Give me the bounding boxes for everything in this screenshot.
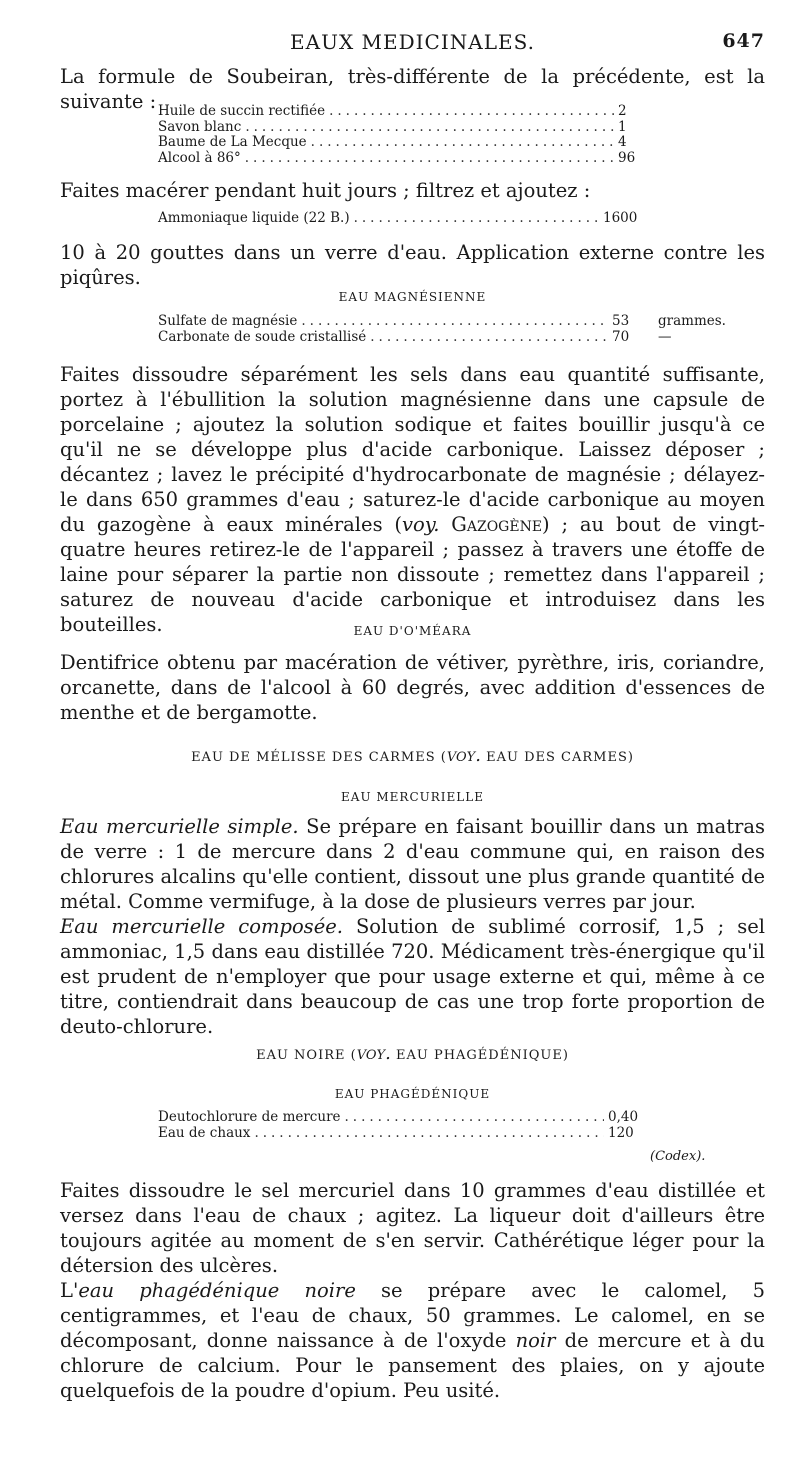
running-head: [60, 30, 765, 56]
phagedenique-recipe: [158, 1110, 648, 1141]
heading-eau-omeara: EAU D'O'MÉARA: [353, 624, 472, 638]
recipe-row: Alcool à 86° ..... 96: [158, 151, 658, 167]
heading-eau-noire: EAU NOIRE (voy. EAU PHAGÉDÉNIQUE): [256, 1043, 569, 1064]
recipe-row: Carbonate de soude cristallisé ..... 70 —: [158, 330, 718, 346]
soubeiran-intro: La formule de Soubeiran, très-différente de la précédente, est la suivante :: [60, 65, 765, 113]
heading-eau-melisse: EAU DE MÉLISSE DES CARMES (voy. EAU DES CARMES): [191, 745, 634, 766]
recipe-row: Huile de succin rectifiée ..... 2: [158, 104, 658, 120]
soubeiran-instruction: Faites macérer pendant huit jours ; filtrez et ajoutez :: [60, 179, 591, 202]
heading-eau-mercurielle: EAU MERCURIELLE: [341, 790, 484, 804]
running-title: EAUX MEDICINALES.: [290, 30, 535, 54]
omeara-text: Dentifrice obtenu par macération de vétiver, pyrèthre, iris, coriandre, orcanette, dans de l'alcool à 60 degrés, avec addition d'essences de menthe et de bergamotte.: [60, 651, 765, 724]
codex-source: (Codex).: [650, 1149, 706, 1164]
recipe-row: Deutochlorure de mercure ..... 0,40: [158, 1110, 648, 1126]
recipe-row: Savon blanc ..... 1: [158, 120, 658, 136]
recipe-row: Baume de La Mecque ..... 4: [158, 135, 658, 151]
mercurielle-text: Eau mercurielle simple. Se prépare en faisant bouillir dans un matras de verre : 1 de mercure dans 2 d'eau commune qui, en raison des chlorures alcalins qu'elle contient, dissout une plus grande quantité de métal. Comme vermifuge, à la dose de plusieurs verres par jour. Eau mercurielle composée. Solution de sublimé corrosif, 1,5 ; sel ammoniac, 1,5 dans eau distillée 720. Médicament très-énergique qu'il est prudent de n'employer que pour usage externe et qui, même à ce titre, contiendrait dans beaucoup de cas une trop forte proportion de deuto-chlorure.: [60, 815, 765, 1038]
recipe-row: Eau de chaux ..... 120: [158, 1126, 648, 1142]
heading-eau-magnesienne: EAU MAGNÉSIENNE: [338, 290, 487, 304]
recipe-row: Sulfate de magnésie ..... 53 grammes.: [158, 314, 718, 330]
soubeiran-usage: 10 à 20 gouttes dans un verre d'eau. Application externe contre les piqûres.: [60, 241, 765, 289]
magnesienne-text: Faites dissoudre séparément les sels dans eau quantité suffisante, portez à l'ébullition la solution magnésienne dans une capsule de porcelaine ; ajoutez la solution sodique et faites bouillir jusqu'à ce qu'il ne se développe plus d'acide carbonique. Laissez déposer ; décantez ; lavez le précipité d'hydrocarbonate de magnésie ; délayez-le dans 650 grammes d'eau ; saturez-le d'acide carbonique au moyen du gazogène à eaux minérales (voy. Gazogène) ; au bout de vingt-quatre heures retirez-le de l'appareil ; passez à travers une étoffe de laine pour séparer la partie non dissoute ; remettez dans l'appareil ; saturez de nouveau d'acide carbonique et introduisez dans les bouteilles.: [60, 363, 765, 636]
soubeiran-extra: [158, 211, 643, 227]
page-number: 647: [722, 30, 765, 52]
magnesienne-recipe: [158, 313, 726, 345]
phagedenique-text: Faites dissoudre le sel mercuriel dans 10 grammes d'eau distillée et versez dans l'eau de chaux ; agitez. La liqueur doit d'ailleurs être toujours agitée au moment de s'en servir. Cathérétique léger pour la détersion des ulcères. L'eau phagédénique noire se prépare avec le calomel, 5 centigrammes, et l'eau de chaux, 50 grammes. Le calomel, en se décomposant, donne naissance à de l'oxyde noir de mercure et à du chlorure de calcium. Pour le pansement des plaies, on y ajoute quelquefois de la poudre d'opium. Peu usité.: [60, 1179, 765, 1402]
heading-eau-phagedenique: EAU PHAGÉDÉNIQUE: [334, 1087, 491, 1101]
soubeiran-recipe: [158, 104, 658, 166]
recipe-row: Ammoniaque liquide (22 B.) ..... 1600: [158, 211, 643, 227]
